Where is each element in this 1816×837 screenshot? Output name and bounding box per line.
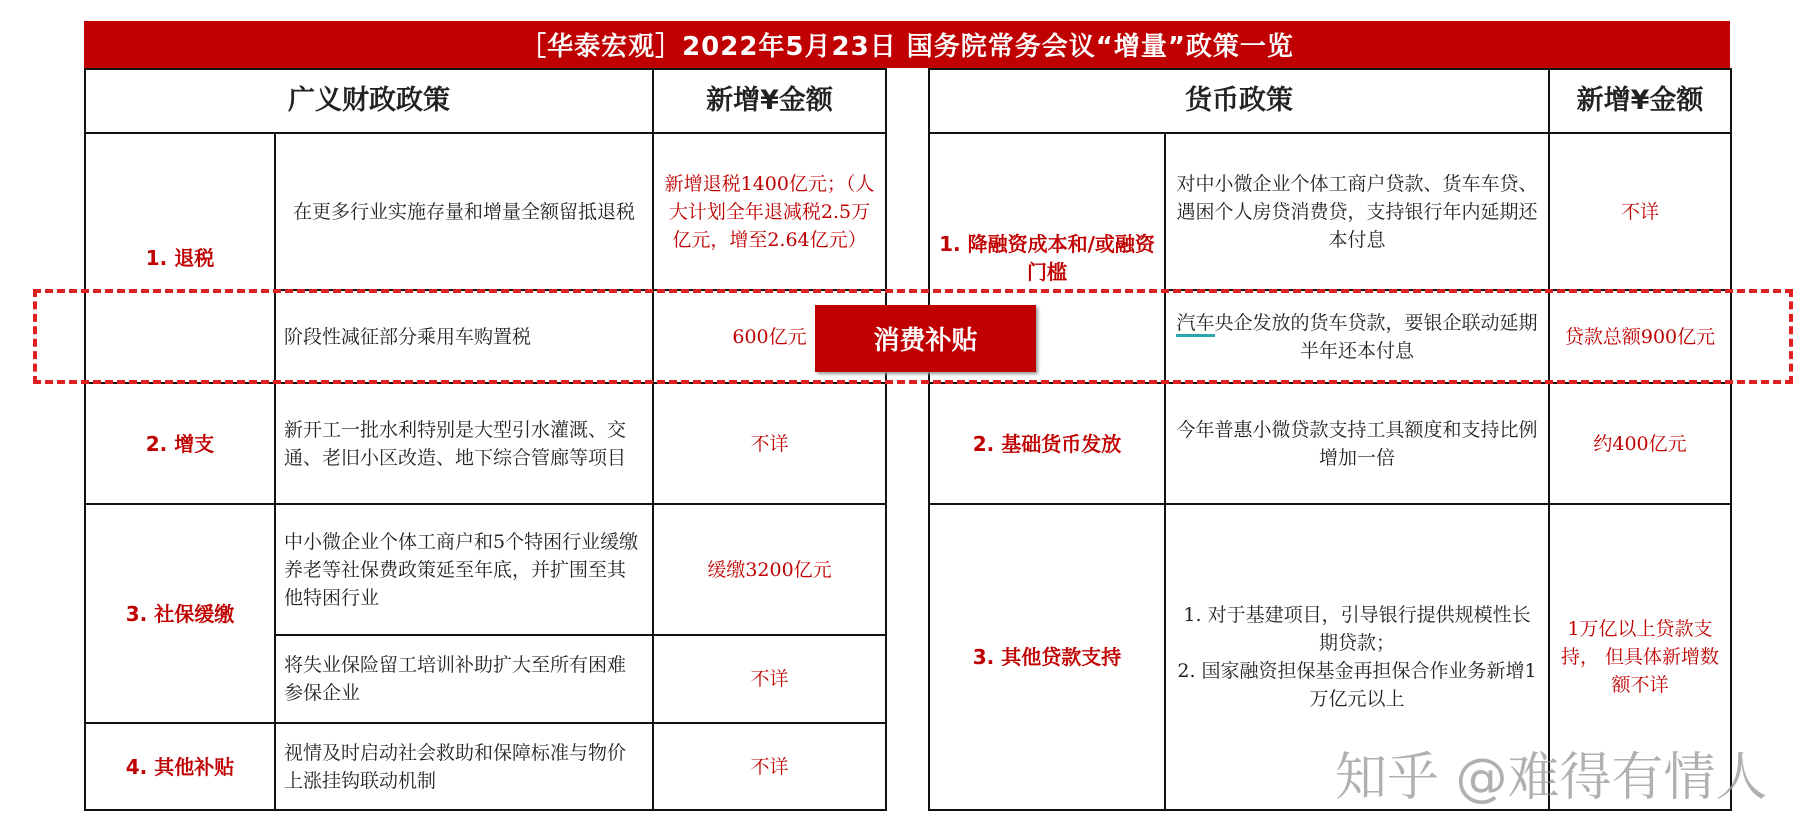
fiscal-amount: 不详 (653, 383, 886, 504)
monetary-policy-table (928, 68, 1732, 811)
monetary-amount-header: 新增¥金额 (1549, 69, 1731, 133)
fiscal-policy: 在更多行业实施存量和增量全额留抵退税 (275, 133, 653, 290)
monetary-policy (1165, 290, 1549, 383)
fiscal-amount: 新增退税1400亿元；（人大计划全年退减税2.5万亿元，增至2.64亿元） (653, 133, 886, 290)
policy-prefix: 汽车 (1176, 312, 1214, 337)
watermark: 知乎 @难得有情人 (1335, 748, 1768, 808)
monetary-label-other-loans: 3. 其他贷款支持 (929, 504, 1165, 810)
fiscal-policy: 将失业保险留工培训补助扩大至所有困难参保企业 (275, 635, 653, 723)
fiscal-amount: 不详 (653, 635, 886, 723)
page-title: ［华泰宏观］2022年5月23日 国务院常务会议“增量”政策一览 (84, 21, 1730, 68)
monetary-amount: 不详 (1549, 133, 1731, 290)
monetary-policy: 今年普惠小微贷款支持工具额度和支持比例增加一倍 (1165, 383, 1549, 504)
monetary-policy: 对中小微企业个体工商户贷款、货车车贷、遇困个人房贷消费贷，支持银行年内延期还本付息 (1165, 133, 1549, 290)
monetary-header: 货币政策 (929, 69, 1549, 133)
fiscal-policy: 阶段性减征部分乘用车购置税 (275, 290, 653, 383)
monetary-label-base-money: 2. 基础货币发放 (929, 383, 1165, 504)
consumption-subsidy-badge: 消费补贴 (815, 305, 1036, 372)
fiscal-label-other-subsidy: 4. 其他补贴 (85, 723, 275, 810)
policy-item: 1. 对于基建项目，引导银行提供规模性长期贷款； (1183, 604, 1531, 654)
fiscal-label-spending: 2. 增支 (85, 383, 275, 504)
policy-item: 2. 国家融资担保基金再担保合作业务新增1万亿元以上 (1177, 660, 1537, 710)
fiscal-amount: 600亿元 (653, 290, 886, 383)
fiscal-label-tax-refund: 1. 退税 (85, 133, 275, 383)
fiscal-policy: 视情及时启动社会救助和保障标准与物价上涨挂钩联动机制 (275, 723, 653, 810)
monetary-amount: 约400亿元 (1549, 383, 1731, 504)
fiscal-policy: 中小微企业个体工商户和5个特困行业缓缴养老等社保费政策延至年底，并扩围至其他特困行业 (275, 504, 653, 635)
fiscal-amount: 不详 (653, 723, 886, 810)
monetary-amount: 贷款总额900亿元 (1549, 290, 1731, 383)
fiscal-policy-table (84, 68, 887, 811)
fiscal-amount-header: 新增¥金额 (653, 69, 886, 133)
fiscal-policy: 新开工一批水利特别是大型引水灌溉、交通、老旧小区改造、地下综合管廊等项目 (275, 383, 653, 504)
fiscal-header: 广义财政政策 (85, 69, 653, 133)
monetary-amount: 1万亿以上贷款支持， 但具体新增数额不详 (1549, 504, 1731, 810)
monetary-label-financing-cost: 1. 降融资成本和/或融资门槛 (929, 133, 1165, 383)
fiscal-amount: 缓缴3200亿元 (653, 504, 886, 635)
policy-text: 央企发放的货车贷款，要银企联动延期半年还本付息 (1214, 311, 1538, 362)
fiscal-label-social-security: 3. 社保缓缴 (85, 504, 275, 723)
